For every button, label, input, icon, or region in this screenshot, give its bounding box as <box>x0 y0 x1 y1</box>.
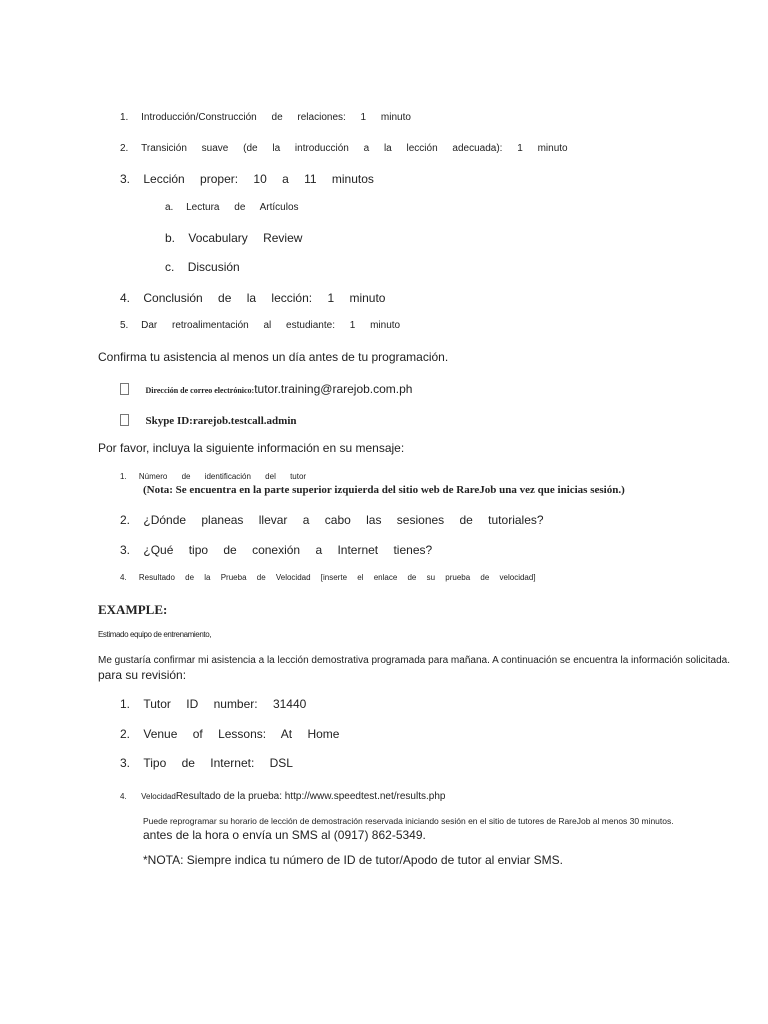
sub-list-item <box>165 260 240 274</box>
list-number: 1. <box>120 472 127 481</box>
reschedule-line: Puede reprogramar su horario de lección de demostración reservada iniciando sesión en el sitio de tutores de RareJob al menos 30 minutos. <box>143 816 674 826</box>
list-text: Transición suave (de la introducción a la lección adecuada): 1 minuto <box>141 143 568 154</box>
list-text: Tipo de Internet: DSL <box>143 756 293 770</box>
list-number: 4. <box>120 291 131 305</box>
confirm-line: Me gustaría confirmar mi asistencia a la lección demostrativa programada para mañana. A continuación se encuentra la información solicitada. <box>98 655 730 666</box>
list-text: ¿Dónde planeas llevar a cabo las sesiones de tutoriales? <box>143 513 544 527</box>
list-text: Número de identificación del tutor <box>138 472 307 481</box>
sub-list-item <box>165 202 299 213</box>
list-number: 3. <box>120 172 131 186</box>
list-item <box>120 291 385 305</box>
list-item <box>120 756 293 770</box>
list-text: ¿Qué tipo de conexión a Internet tienes? <box>143 543 433 557</box>
sms-note: *NOTA: Siempre indica tu número de ID de tutor/Apodo de tutor al enviar SMS. <box>143 853 563 867</box>
skype-id: Skype ID:rarejob.testcall.admin <box>145 415 297 427</box>
list-item <box>120 786 445 804</box>
list-item <box>120 573 536 582</box>
list-number: b. <box>165 231 176 245</box>
list-text: Tutor ID number: 31440 <box>143 697 307 711</box>
list-number: c. <box>165 260 175 274</box>
list-number: 4. <box>120 792 127 801</box>
email-line <box>120 380 412 398</box>
list-item <box>120 727 339 741</box>
list-item <box>120 172 374 186</box>
list-number: 1. <box>120 112 129 123</box>
list-text: Venue of Lessons: At Home <box>143 727 340 741</box>
list-number: 2. <box>120 727 131 741</box>
list-text: Lectura de Artículos <box>186 202 299 213</box>
list-item <box>120 697 306 711</box>
info-intro: Por favor, incluya la siguiente información en su mensaje: <box>98 441 405 455</box>
reschedule-line: antes de la hora o envía un SMS al (0917) 862-5349. <box>143 828 426 842</box>
checkbox-icon <box>120 414 129 426</box>
list-text: Resultado de la Prueba de Velocidad [inserte el enlace de su prueba de velocidad] <box>138 573 536 582</box>
confirm-line: para su revisión: <box>98 668 187 682</box>
list-number: 3. <box>120 543 131 557</box>
list-number: 5. <box>120 320 129 331</box>
list-item <box>120 472 306 481</box>
skype-line <box>120 411 297 429</box>
checkbox-icon <box>120 383 129 395</box>
list-number: 3. <box>120 756 131 770</box>
list-text: Discusión <box>187 260 240 274</box>
email-address: tutor.training@rarejob.com.ph <box>254 382 413 396</box>
email-label: Dirección de correo electrónico: <box>145 386 255 395</box>
list-text: Vocabulary Review <box>188 231 303 245</box>
list-number: 2. <box>120 143 129 154</box>
speed-prefix: Velocidad <box>141 792 176 801</box>
greeting: Estimado equipo de entrenamiento, <box>98 630 212 639</box>
speed-result-text: Resultado de la prueba: http://www.speedtest.net/results.php <box>175 791 446 802</box>
list-item <box>120 320 400 331</box>
confirm-paragraph: Confirma tu asistencia al menos un día antes de tu programación. <box>98 350 449 364</box>
list-item <box>120 543 432 557</box>
list-number: 4. <box>120 573 127 582</box>
sub-list-item <box>165 231 302 245</box>
list-item <box>120 513 544 527</box>
list-number: a. <box>165 202 174 213</box>
note-text: (Nota: Se encuentra en la parte superior izquierda del sitio web de RareJob una vez que inicias sesión.) <box>143 484 625 496</box>
list-item <box>120 112 411 123</box>
example-heading: EXAMPLE: <box>98 602 168 617</box>
list-number: 1. <box>120 697 131 711</box>
list-text: Dar retroalimentación al estudiante: 1 minuto <box>141 320 401 331</box>
list-text: Conclusión de la lección: 1 minuto <box>143 291 386 305</box>
list-text: Introducción/Construcción de relaciones: 1 minuto <box>141 112 411 123</box>
list-item <box>120 143 568 154</box>
list-number: 2. <box>120 513 131 527</box>
list-text: Lección proper: 10 a 11 minutos <box>143 172 374 186</box>
